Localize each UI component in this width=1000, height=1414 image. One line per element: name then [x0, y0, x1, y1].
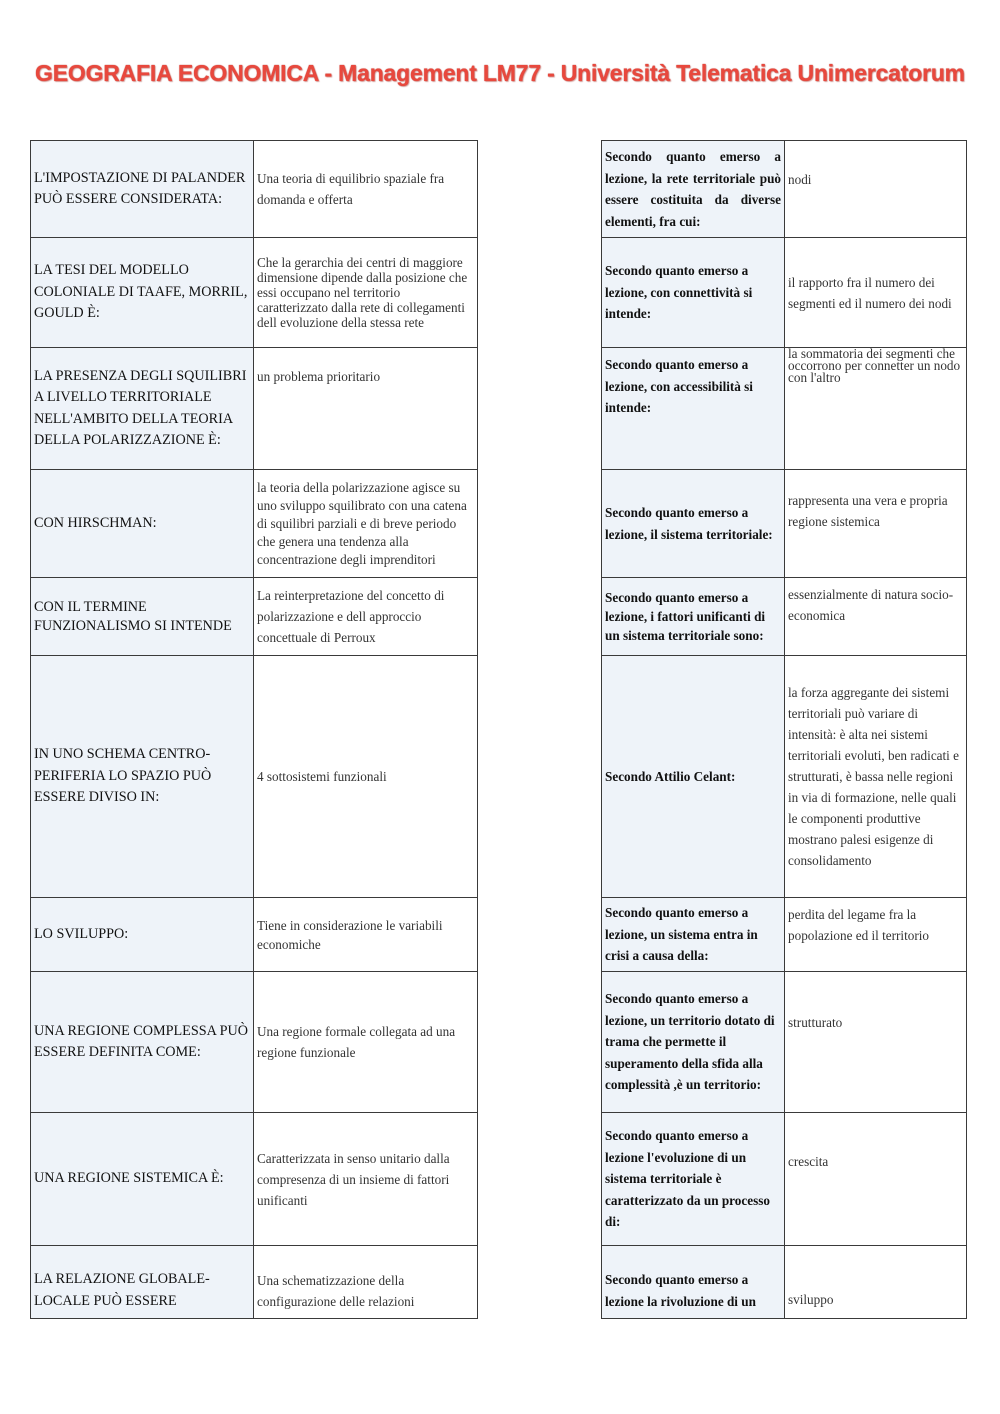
question-cell: Secondo quanto emerso a lezione, la rete territoriale può essere costituita da diverse elementi, fra cui:: [602, 141, 785, 238]
question-cell: Secondo quanto emerso a lezione, un sistema entra in crisi a causa della:: [602, 898, 785, 972]
answer-cell: Tiene in considerazione le variabili economiche: [254, 898, 478, 972]
answer-cell: la teoria della polarizzazione agisce su uno sviluppo squilibrato con una catena di squilibri parziali e di breve periodo che genera una tendenza alla concentrazione degli imprenditori: [254, 470, 478, 578]
question-cell: Secondo Attilio Celant:: [602, 656, 785, 898]
question-cell: Secondo quanto emerso a lezione l'evoluzione di un sistema territoriale è caratterizzato da un processo di:: [602, 1113, 785, 1246]
table-row: [602, 578, 967, 656]
table-row: [31, 1246, 478, 1319]
table-row: [602, 141, 967, 238]
table-row: [31, 141, 478, 238]
table-row: [31, 578, 478, 656]
answer-cell: la sommatoria dei segmenti che occorrono per connetter un nodo con l'altro: [785, 348, 967, 470]
table-row: [602, 656, 967, 898]
table-row: [602, 470, 967, 578]
question-cell: Secondo quanto emerso a lezione, il sistema territoriale:: [602, 470, 785, 578]
right-qa-table: [601, 140, 967, 1319]
answer-cell: essenzialmente di natura socio- economica: [785, 578, 967, 656]
answer-cell: Che la gerarchia dei centri di maggiore dimensione dipende dalla posizione che essi occupano nel territorio caratterizzato dalla rete di collegamenti dell evoluzione della stessa rete: [254, 238, 478, 348]
page-title: GEOGRAFIA ECONOMICA - Management LM77 - Università Telematica Unimercatorum: [35, 60, 965, 86]
answer-cell: un problema prioritario: [254, 348, 478, 470]
answer-cell: Una regione formale collegata ad una regione funzionale: [254, 972, 478, 1113]
table-row: [602, 348, 967, 470]
question-cell: LO SVILUPPO:: [31, 898, 254, 972]
question-cell: LA TESI DEL MODELLO COLONIALE DI TAAFE, MORRIL, GOULD È:: [31, 238, 254, 348]
table-row: [31, 656, 478, 898]
question-cell: UNA REGIONE SISTEMICA È:: [31, 1113, 254, 1246]
table-row: [31, 972, 478, 1113]
answer-cell: perdita del legame fra la popolazione ed il territorio: [785, 898, 967, 972]
table-row: [31, 1113, 478, 1246]
answer-cell: la forza aggregante dei sistemi territoriali può variare di intensità: è alta nei sistemi territoriali evoluti, ben radicati e strutturati, è bassa nelle regioni in via di formazione, nelle quali le componenti produttive mostrano palesi esigenze di consolidamento: [785, 656, 967, 898]
answer-cell: Una teoria di equilibrio spaziale fra domanda e offerta: [254, 141, 478, 238]
table-row: [602, 898, 967, 972]
question-cell: UNA REGIONE COMPLESSA PUÒ ESSERE DEFINITA COME:: [31, 972, 254, 1113]
question-cell: Secondo quanto emerso a lezione la rivoluzione di un: [602, 1246, 785, 1319]
question-cell: CON IL TERMINE FUNZIONALISMO SI INTENDE: [31, 578, 254, 656]
table-row: [31, 470, 478, 578]
table-row: [602, 1246, 967, 1319]
table-row: [31, 898, 478, 972]
answer-cell: il rapporto fra il numero dei segmenti ed il numero dei nodi: [785, 238, 967, 348]
answer-cell: Una schematizzazione della configurazione delle relazioni: [254, 1246, 478, 1319]
answer-cell: sviluppo: [785, 1246, 967, 1319]
left-qa-table: [30, 140, 478, 1319]
question-cell: Secondo quanto emerso a lezione, con accessibilità si intende:: [602, 348, 785, 470]
table-row: [31, 348, 478, 470]
question-cell: Secondo quanto emerso a lezione, i fattori unificanti di un sistema territoriale sono:: [602, 578, 785, 656]
answer-cell: strutturato: [785, 972, 967, 1113]
table-row: [602, 972, 967, 1113]
answer-cell: nodi: [785, 141, 967, 238]
question-cell: L'IMPOSTAZIONE DI PALANDER PUÒ ESSERE CONSIDERATA:: [31, 141, 254, 238]
answer-cell: Caratterizzata in senso unitario dalla compresenza di un insieme di fattori unificanti: [254, 1113, 478, 1246]
question-cell: CON HIRSCHMAN:: [31, 470, 254, 578]
question-cell: Secondo quanto emerso a lezione, un territorio dotato di trama che permette il superamento della sfida alla complessità ,è un territorio:: [602, 972, 785, 1113]
answer-cell: 4 sottosistemi funzionali: [254, 656, 478, 898]
answer-cell: crescita: [785, 1113, 967, 1246]
question-cell: IN UNO SCHEMA CENTRO-PERIFERIA LO SPAZIO PUÒ ESSERE DIVISO IN:: [31, 656, 254, 898]
table-row: [602, 1113, 967, 1246]
question-cell: LA PRESENZA DEGLI SQUILIBRI A LIVELLO TERRITORIALE NELL'AMBITO DELLA TEORIA DELLA POLARIZZAZIONE È:: [31, 348, 254, 470]
table-row: [31, 238, 478, 348]
question-cell: LA RELAZIONE GLOBALE-LOCALE PUÒ ESSERE: [31, 1246, 254, 1319]
answer-cell: rappresenta una vera e propria regione sistemica: [785, 470, 967, 578]
answer-cell: La reinterpretazione del concetto di polarizzazione e dell approccio concettuale di Perroux: [254, 578, 478, 656]
question-cell: Secondo quanto emerso a lezione, con connettività si intende:: [602, 238, 785, 348]
table-row: [602, 238, 967, 348]
